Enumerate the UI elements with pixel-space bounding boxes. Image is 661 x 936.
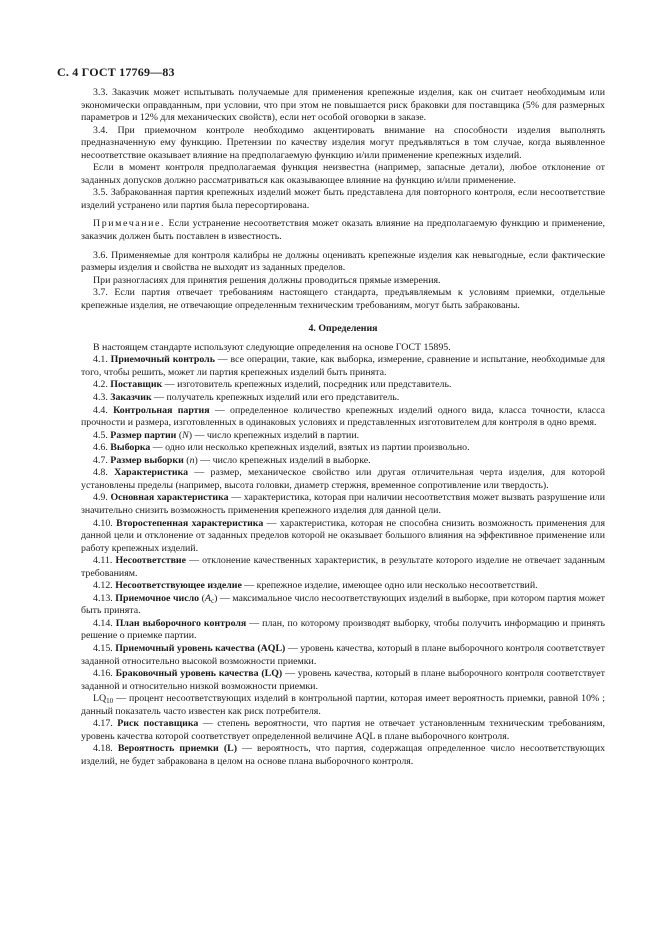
definition-4-12: 4.12. Несоответствующее изделие — крепежное изделие, имеющее одно или несколько несоответствий. bbox=[93, 580, 538, 592]
term: Размер выборки bbox=[110, 454, 184, 466]
term: Несоответствие bbox=[115, 555, 186, 567]
page-header: С. 4 ГОСТ 17769—83 bbox=[57, 65, 175, 79]
definition-4-16: 4.16. Браковочный уровень качества (LQ) — уровень качества, который в плане выборочного контроля соответствует заданной и относительно низкой возможности приемки. bbox=[81, 668, 605, 692]
paragraph-3-4: 3.4. При приемочном контроле необходимо акцентировать внимание на способности изделия выполнять предназначенную ему функцию. Претензии по качеству изделия могут предъявляться в том случае, когда выявленное несоответствие оказывает влияние на предполагаемую функцию и/или применение крепежных изделий. bbox=[81, 124, 605, 161]
paragraph-3-6: 3.6. Применяемые для контроля калибры не должны оценивать крепежные изделия как невыгодные, если фактические размеры изделия и свойства не выходят из заданных пределов. bbox=[81, 249, 605, 274]
symbol: N bbox=[182, 429, 189, 441]
definition-4-5: 4.5. Размер партии (N) — число крепежных изделий в партии. bbox=[93, 429, 360, 441]
document-body bbox=[81, 87, 605, 768]
term: Браковочный уровень качества (LQ) bbox=[115, 668, 283, 680]
term: Контрольная партия bbox=[113, 404, 210, 416]
paragraph-3-7: 3.7. Если партия отвечает требованиям настоящего стандарта, предъявляемым к условиям приемки, отдельные крепежные изделия, не отвечающие определенным техническим требованиям, могут быть забракованы. bbox=[81, 287, 605, 311]
definition-4-3: 4.3. Заказчик — получатель крепежных изделий или его представитель. bbox=[93, 392, 400, 404]
term: Несоответствующее изделие bbox=[115, 580, 242, 592]
definition-4-15: 4.15. Приемочный уровень качества (AQL) — уровень качества, который в плане выборочного контроля соответствует заданной относительно высокой возможности приемки. bbox=[81, 642, 605, 667]
symbol-subscript: c bbox=[210, 596, 215, 605]
definition-4-17: 4.17. Риск поставщика — степень вероятности, что партия не отвечает установленным техническим требованиям, уровень качества которой соответствует определенной величине AQL в плане выборочного контроля. bbox=[81, 718, 605, 742]
term: План выборочного контроля bbox=[115, 617, 247, 629]
definition-4-2: 4.2. Поставщик — изготовитель крепежных изделий, посредник или представитель. bbox=[93, 379, 452, 391]
section-title: 4. Определения bbox=[308, 323, 378, 335]
note-text: Если устранение несоответствия может оказать влияние на предполагаемую функцию и применение, заказчик должен быть поставлен в известность. bbox=[81, 218, 605, 243]
definition-4-6: 4.6. Выборка — одно или несколько крепежных изделий, взятых из партии произвольно. bbox=[93, 442, 470, 454]
term: Приемочное число bbox=[115, 592, 200, 604]
symbol: A bbox=[204, 592, 211, 604]
note bbox=[81, 218, 605, 243]
term: Приемочный контроль bbox=[110, 354, 215, 366]
term: Поставщик bbox=[110, 379, 163, 391]
definition-4-10: 4.10. Второстепенная характеристика — характеристика, которая не способна снизить возможность применения для данной цели и отклонение от заданных пределов которой не оказывает большого влияния на эффективное применение или работу крепежных изделий. bbox=[81, 517, 606, 554]
symbol: n bbox=[189, 454, 195, 466]
paragraph-3-4-continued: Если в момент контроля предполагаемая функция неизвестна (например, запасные детали), любое отклонение от заданных допусков должно рассматриваться как оказывающее влияние на функцию и/или применение. bbox=[81, 162, 605, 186]
definition-4-11: 4.11. Несоответствие — отклонение качественных характеристик, в результате которого изделие не отвечает заданным требованиям. bbox=[81, 555, 605, 579]
term: Риск поставщика bbox=[117, 718, 199, 730]
definition-4-13: 4.13. Приемочное число $(A_c)$ — максимальное число несоответствующих изделий в выборке, при котором партия может быть принята. bbox=[81, 592, 606, 617]
definition-4-9: 4.9. Основная характеристика — характеристика, которая при наличии несоответствия может вызвать разрушение или значительно снизить возможность применения крепежного изделия для данной цели. bbox=[81, 492, 606, 516]
definition-4-18: 4.18. Вероятность приемки (L) — вероятность, что партия, содержащая определенное число несоответствующих изделий, не будет забракована в целом на основе плана выборочного контроля. bbox=[81, 743, 606, 767]
lq-subscript: 10 bbox=[106, 697, 114, 706]
section-intro: В настоящем стандарте используют следующие определения на основе ГОСТ 15895. bbox=[93, 341, 451, 353]
definition-4-8: 4.8. Характеристика — размер, механическое свойство или другая отличительная черта изделия, для которой установлены пределы (например, высота головки, диаметр стержня, временное сопротивление или твердость). bbox=[81, 467, 605, 491]
definition-4-16-lq10: $LQ_{10}$ — процент несоответствующих изделий в контрольной партии, которая имеет вероятность приемки, равной 10% ; данный показатель часто известен как риск потребителя. bbox=[81, 693, 605, 717]
term: Выборка bbox=[110, 442, 151, 454]
definition-4-4: 4.4. Контрольная партия — определенное количество крепежных изделий одного вида, класса точности, класса прочности и размера, изготовленных в одинаковых условиях и представленных изготовителем для контроля в одно время. bbox=[81, 404, 606, 429]
definition-4-7: 4.7. Размер выборки (n) — число крепежных изделий в выборке. bbox=[93, 454, 371, 466]
term: Вероятность приемки (L) bbox=[117, 743, 237, 755]
term: Приемочный уровень качества (AQL) bbox=[115, 642, 286, 654]
paragraph-3-5: 3.5. Забракованная партия крепежных изделий может быть представлена для повторного контроля, если несоответствие изделий устранено или партия была пересортирована. bbox=[81, 187, 605, 211]
term: Основная характеристика bbox=[110, 492, 229, 504]
term: Второстепенная характеристика bbox=[116, 517, 264, 529]
note-label: Примечание. bbox=[93, 218, 166, 230]
term: Характеристика bbox=[114, 467, 189, 479]
paragraph-3-3: 3.3. Заказчик может испытывать получаемые для применения крепежные изделия, как он считает необходимым или экономически оправданным, при условии, что при этом не повышается риск браковки для поставщика (5% для размерных параметров и 12% для механических свойств), если нет особой оговорки в заказе. bbox=[81, 87, 605, 124]
definition-4-14: 4.14. План выборочного контроля — план, по которому производят выборку, чтобы получить информацию и принять решение о приемке партии. bbox=[81, 617, 605, 642]
term: Заказчик bbox=[110, 392, 152, 404]
term: Размер партии bbox=[110, 429, 177, 441]
definition-4-1: 4.1. Приемочный контроль — все операции, такие, как выборка, измерение, сравнение и испытание, необходимые для того, чтобы решить, может ли партия крепежных изделий быть принята. bbox=[81, 354, 606, 378]
paragraph-3-6-continued: При разногласиях для принятия решения должны проводиться прямые измерения. bbox=[93, 274, 441, 286]
